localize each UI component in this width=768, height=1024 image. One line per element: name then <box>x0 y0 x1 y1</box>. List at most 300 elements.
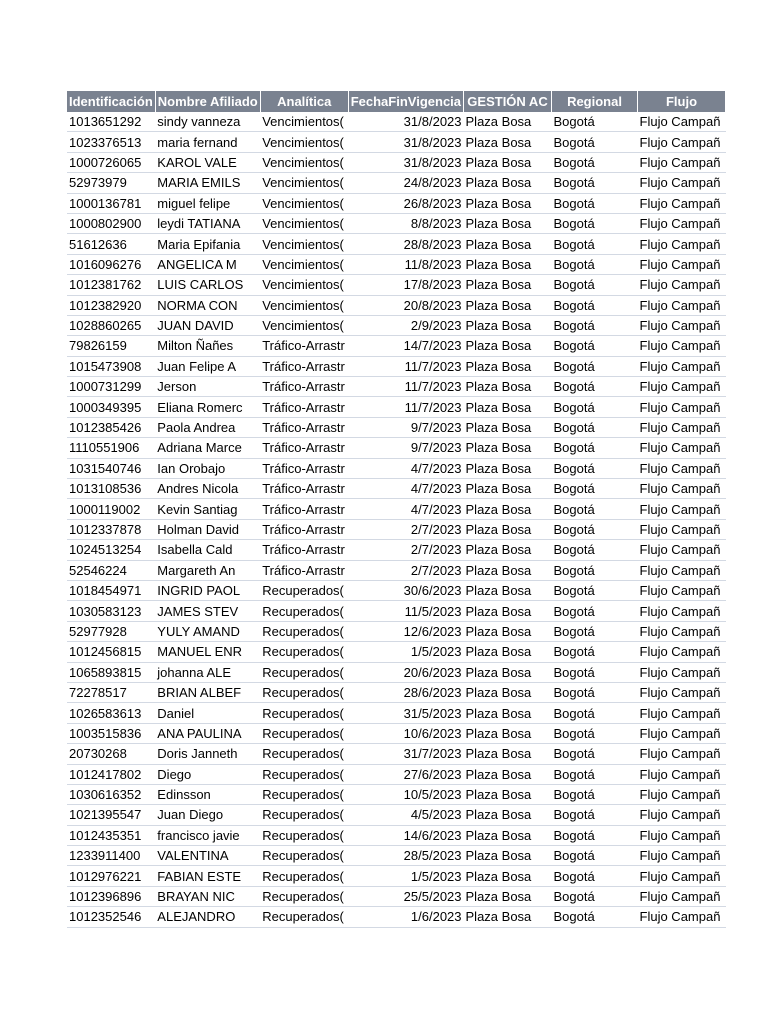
cell-identificacion[interactable]: 1012381762 <box>67 275 155 295</box>
cell-identificacion[interactable]: 1003515836 <box>67 723 155 743</box>
cell-identificacion[interactable]: 1013108536 <box>67 479 155 499</box>
cell-analitica[interactable]: Tráfico-Arrastr <box>260 499 348 519</box>
table-row <box>67 886 726 906</box>
cell-identificacion[interactable]: 1028860265 <box>67 315 155 335</box>
cell-nombre-afiliado[interactable]: KAROL VALE <box>155 152 260 172</box>
cell-fecha-fin-vigencia[interactable]: 24/8/2023 <box>348 173 463 193</box>
cell-analitica[interactable]: Tráfico-Arrastr <box>260 356 348 376</box>
cell-gestion-ac[interactable]: Plaza Bosa <box>464 479 552 499</box>
header-flujo[interactable]: Flujo <box>638 91 726 112</box>
cell-flujo[interactable]: Flujo Campañ <box>638 825 726 845</box>
cell-nombre-afiliado[interactable]: VALENTINA <box>155 846 260 866</box>
cell-flujo[interactable]: Flujo Campañ <box>638 234 726 254</box>
cell-fecha-fin-vigencia[interactable]: 11/5/2023 <box>348 601 463 621</box>
cell-fecha-fin-vigencia[interactable]: 28/8/2023 <box>348 234 463 254</box>
cell-gestion-ac[interactable]: Plaza Bosa <box>464 744 552 764</box>
cell-identificacion[interactable]: 52977928 <box>67 621 155 641</box>
cell-flujo[interactable]: Flujo Campañ <box>638 560 726 580</box>
cell-regional[interactable]: Bogotá <box>552 397 638 417</box>
cell-analitica[interactable]: Tráfico-Arrastr <box>260 417 348 437</box>
cell-regional[interactable]: Bogotá <box>552 723 638 743</box>
cell-regional[interactable]: Bogotá <box>552 173 638 193</box>
cell-nombre-afiliado[interactable]: Milton Ñañes <box>155 336 260 356</box>
cell-analitica[interactable]: Recuperados( <box>260 642 348 662</box>
cell-flujo[interactable]: Flujo Campañ <box>638 662 726 682</box>
cell-identificacion[interactable]: 1065893815 <box>67 662 155 682</box>
cell-nombre-afiliado[interactable]: FABIAN ESTE <box>155 866 260 886</box>
cell-nombre-afiliado[interactable]: Daniel <box>155 703 260 723</box>
cell-fecha-fin-vigencia[interactable]: 1/6/2023 <box>348 907 463 927</box>
cell-nombre-afiliado[interactable]: INGRID PAOL <box>155 580 260 600</box>
cell-flujo[interactable]: Flujo Campañ <box>638 173 726 193</box>
cell-flujo[interactable]: Flujo Campañ <box>638 336 726 356</box>
cell-analitica[interactable]: Recuperados( <box>260 621 348 641</box>
cell-gestion-ac[interactable]: Plaza Bosa <box>464 682 552 702</box>
cell-gestion-ac[interactable]: Plaza Bosa <box>464 152 552 172</box>
cell-nombre-afiliado[interactable]: sindy vanneza <box>155 112 260 132</box>
cell-identificacion[interactable]: 52546224 <box>67 560 155 580</box>
cell-fecha-fin-vigencia[interactable]: 2/7/2023 <box>348 540 463 560</box>
cell-identificacion[interactable]: 1012396896 <box>67 886 155 906</box>
cell-regional[interactable]: Bogotá <box>552 764 638 784</box>
cell-nombre-afiliado[interactable]: Edinsson <box>155 784 260 804</box>
cell-nombre-afiliado[interactable]: ANGELICA M <box>155 254 260 274</box>
cell-fecha-fin-vigencia[interactable]: 12/6/2023 <box>348 621 463 641</box>
cell-fecha-fin-vigencia[interactable]: 20/8/2023 <box>348 295 463 315</box>
cell-flujo[interactable]: Flujo Campañ <box>638 397 726 417</box>
cell-flujo[interactable]: Flujo Campañ <box>638 805 726 825</box>
cell-nombre-afiliado[interactable]: Maria Epifania <box>155 234 260 254</box>
cell-flujo[interactable]: Flujo Campañ <box>638 458 726 478</box>
cell-gestion-ac[interactable]: Plaza Bosa <box>464 866 552 886</box>
cell-regional[interactable]: Bogotá <box>552 642 638 662</box>
cell-analitica[interactable]: Tráfico-Arrastr <box>260 458 348 478</box>
cell-gestion-ac[interactable]: Plaza Bosa <box>464 213 552 233</box>
cell-regional[interactable]: Bogotá <box>552 112 638 132</box>
cell-gestion-ac[interactable]: Plaza Bosa <box>464 621 552 641</box>
cell-fecha-fin-vigencia[interactable]: 17/8/2023 <box>348 275 463 295</box>
cell-nombre-afiliado[interactable]: JAMES STEV <box>155 601 260 621</box>
cell-flujo[interactable]: Flujo Campañ <box>638 152 726 172</box>
cell-gestion-ac[interactable]: Plaza Bosa <box>464 642 552 662</box>
cell-gestion-ac[interactable]: Plaza Bosa <box>464 784 552 804</box>
cell-analitica[interactable]: Tráfico-Arrastr <box>260 377 348 397</box>
table-row <box>67 336 726 356</box>
cell-flujo[interactable]: Flujo Campañ <box>638 723 726 743</box>
cell-fecha-fin-vigencia[interactable]: 11/8/2023 <box>348 254 463 274</box>
cell-gestion-ac[interactable]: Plaza Bosa <box>464 601 552 621</box>
cell-flujo[interactable]: Flujo Campañ <box>638 275 726 295</box>
cell-nombre-afiliado[interactable]: johanna ALE <box>155 662 260 682</box>
cell-nombre-afiliado[interactable]: BRAYAN NIC <box>155 886 260 906</box>
cell-fecha-fin-vigencia[interactable]: 4/7/2023 <box>348 458 463 478</box>
cell-fecha-fin-vigencia[interactable]: 1/5/2023 <box>348 866 463 886</box>
cell-identificacion[interactable]: 1000136781 <box>67 193 155 213</box>
cell-identificacion[interactable]: 52973979 <box>67 173 155 193</box>
cell-flujo[interactable]: Flujo Campañ <box>638 356 726 376</box>
cell-regional[interactable]: Bogotá <box>552 662 638 682</box>
cell-nombre-afiliado[interactable]: MARIA EMILS <box>155 173 260 193</box>
cell-regional[interactable]: Bogotá <box>552 825 638 845</box>
cell-fecha-fin-vigencia[interactable]: 14/6/2023 <box>348 825 463 845</box>
cell-flujo[interactable]: Flujo Campañ <box>638 295 726 315</box>
cell-gestion-ac[interactable]: Plaza Bosa <box>464 438 552 458</box>
cell-gestion-ac[interactable]: Plaza Bosa <box>464 234 552 254</box>
cell-flujo[interactable]: Flujo Campañ <box>638 254 726 274</box>
cell-gestion-ac[interactable]: Plaza Bosa <box>464 519 552 539</box>
table-row <box>67 846 726 866</box>
cell-analitica[interactable]: Vencimientos( <box>260 295 348 315</box>
table-row <box>67 764 726 784</box>
cell-identificacion[interactable]: 1012976221 <box>67 866 155 886</box>
cell-flujo[interactable]: Flujo Campañ <box>638 580 726 600</box>
cell-gestion-ac[interactable]: Plaza Bosa <box>464 275 552 295</box>
cell-nombre-afiliado[interactable]: Andres Nicola <box>155 479 260 499</box>
cell-flujo[interactable]: Flujo Campañ <box>638 132 726 152</box>
cell-nombre-afiliado[interactable]: Holman David <box>155 519 260 539</box>
cell-analitica[interactable]: Vencimientos( <box>260 315 348 335</box>
table-row <box>67 234 726 254</box>
cell-identificacion[interactable]: 1024513254 <box>67 540 155 560</box>
cell-gestion-ac[interactable]: Plaza Bosa <box>464 193 552 213</box>
cell-nombre-afiliado[interactable]: miguel felipe <box>155 193 260 213</box>
cell-identificacion[interactable]: 1000731299 <box>67 377 155 397</box>
cell-fecha-fin-vigencia[interactable]: 2/9/2023 <box>348 315 463 335</box>
cell-identificacion[interactable]: 1012385426 <box>67 417 155 437</box>
cell-fecha-fin-vigencia[interactable]: 1/5/2023 <box>348 642 463 662</box>
cell-nombre-afiliado[interactable]: Juan Diego <box>155 805 260 825</box>
cell-regional[interactable]: Bogotá <box>552 703 638 723</box>
cell-fecha-fin-vigencia[interactable]: 31/8/2023 <box>348 152 463 172</box>
cell-regional[interactable]: Bogotá <box>552 601 638 621</box>
cell-identificacion[interactable]: 1018454971 <box>67 580 155 600</box>
cell-fecha-fin-vigencia[interactable]: 9/7/2023 <box>348 417 463 437</box>
cell-fecha-fin-vigencia[interactable]: 2/7/2023 <box>348 519 463 539</box>
cell-flujo[interactable]: Flujo Campañ <box>638 601 726 621</box>
cell-flujo[interactable]: Flujo Campañ <box>638 499 726 519</box>
cell-analitica[interactable]: Recuperados( <box>260 907 348 927</box>
cell-gestion-ac[interactable]: Plaza Bosa <box>464 723 552 743</box>
cell-analitica[interactable]: Recuperados( <box>260 723 348 743</box>
cell-regional[interactable]: Bogotá <box>552 682 638 702</box>
cell-flujo[interactable]: Flujo Campañ <box>638 682 726 702</box>
table-row <box>67 275 726 295</box>
cell-nombre-afiliado[interactable]: Isabella Cald <box>155 540 260 560</box>
cell-flujo[interactable]: Flujo Campañ <box>638 846 726 866</box>
cell-analitica[interactable]: Recuperados( <box>260 703 348 723</box>
cell-nombre-afiliado[interactable]: NORMA CON <box>155 295 260 315</box>
cell-gestion-ac[interactable]: Plaza Bosa <box>464 315 552 335</box>
cell-analitica[interactable]: Vencimientos( <box>260 275 348 295</box>
cell-gestion-ac[interactable]: Plaza Bosa <box>464 662 552 682</box>
cell-nombre-afiliado[interactable]: JUAN DAVID <box>155 315 260 335</box>
cell-analitica[interactable]: Tráfico-Arrastr <box>260 397 348 417</box>
cell-identificacion[interactable]: 1023376513 <box>67 132 155 152</box>
table-row <box>67 458 726 478</box>
cell-identificacion[interactable]: 1012352546 <box>67 907 155 927</box>
cell-fecha-fin-vigencia[interactable]: 31/8/2023 <box>348 112 463 132</box>
cell-identificacion[interactable]: 1013651292 <box>67 112 155 132</box>
cell-flujo[interactable]: Flujo Campañ <box>638 193 726 213</box>
cell-regional[interactable]: Bogotá <box>552 315 638 335</box>
cell-regional[interactable]: Bogotá <box>552 580 638 600</box>
cell-nombre-afiliado[interactable]: Eliana Romerc <box>155 397 260 417</box>
cell-fecha-fin-vigencia[interactable]: 25/5/2023 <box>348 886 463 906</box>
cell-gestion-ac[interactable]: Plaza Bosa <box>464 560 552 580</box>
cell-nombre-afiliado[interactable]: Margareth An <box>155 560 260 580</box>
table-row <box>67 784 726 804</box>
header-gestion-ac[interactable]: GESTIÓN AC <box>464 91 552 112</box>
cell-identificacion[interactable]: 1233911400 <box>67 846 155 866</box>
cell-nombre-afiliado[interactable]: francisco javie <box>155 825 260 845</box>
cell-gestion-ac[interactable]: Plaza Bosa <box>464 397 552 417</box>
cell-analitica[interactable]: Tráfico-Arrastr <box>260 540 348 560</box>
cell-identificacion[interactable]: 1015473908 <box>67 356 155 376</box>
cell-regional[interactable]: Bogotá <box>552 907 638 927</box>
cell-fecha-fin-vigencia[interactable]: 11/7/2023 <box>348 377 463 397</box>
header-analitica[interactable]: Analítica <box>260 91 348 112</box>
header-regional[interactable]: Regional <box>552 91 638 112</box>
cell-analitica[interactable]: Tráfico-Arrastr <box>260 519 348 539</box>
cell-nombre-afiliado[interactable]: Adriana Marce <box>155 438 260 458</box>
cell-nombre-afiliado[interactable]: ANA PAULINA <box>155 723 260 743</box>
cell-flujo[interactable]: Flujo Campañ <box>638 315 726 335</box>
cell-analitica[interactable]: Vencimientos( <box>260 152 348 172</box>
cell-nombre-afiliado[interactable]: YULY AMAND <box>155 621 260 641</box>
cell-identificacion[interactable]: 20730268 <box>67 744 155 764</box>
cell-identificacion[interactable]: 1012382920 <box>67 295 155 315</box>
cell-gestion-ac[interactable]: Plaza Bosa <box>464 540 552 560</box>
cell-flujo[interactable]: Flujo Campañ <box>638 642 726 662</box>
cell-regional[interactable]: Bogotá <box>552 295 638 315</box>
cell-identificacion[interactable]: 1030583123 <box>67 601 155 621</box>
cell-flujo[interactable]: Flujo Campañ <box>638 621 726 641</box>
cell-gestion-ac[interactable]: Plaza Bosa <box>464 336 552 356</box>
cell-identificacion[interactable]: 79826159 <box>67 336 155 356</box>
header-nombre-afiliado[interactable]: Nombre Afiliado <box>155 91 260 112</box>
cell-fecha-fin-vigencia[interactable]: 28/5/2023 <box>348 846 463 866</box>
cell-gestion-ac[interactable]: Plaza Bosa <box>464 703 552 723</box>
cell-identificacion[interactable]: 1000119002 <box>67 499 155 519</box>
cell-fecha-fin-vigencia[interactable]: 27/6/2023 <box>348 764 463 784</box>
cell-regional[interactable]: Bogotá <box>552 744 638 764</box>
cell-regional[interactable]: Bogotá <box>552 479 638 499</box>
cell-fecha-fin-vigencia[interactable]: 4/7/2023 <box>348 479 463 499</box>
cell-flujo[interactable]: Flujo Campañ <box>638 764 726 784</box>
cell-flujo[interactable]: Flujo Campañ <box>638 866 726 886</box>
cell-nombre-afiliado[interactable]: ALEJANDRO <box>155 907 260 927</box>
cell-flujo[interactable]: Flujo Campañ <box>638 519 726 539</box>
cell-regional[interactable]: Bogotá <box>552 417 638 437</box>
cell-nombre-afiliado[interactable]: Jerson <box>155 377 260 397</box>
cell-nombre-afiliado[interactable]: Paola Andrea <box>155 417 260 437</box>
cell-gestion-ac[interactable]: Plaza Bosa <box>464 458 552 478</box>
cell-regional[interactable]: Bogotá <box>552 132 638 152</box>
cell-analitica[interactable]: Vencimientos( <box>260 193 348 213</box>
cell-identificacion[interactable]: 1012435351 <box>67 825 155 845</box>
cell-gestion-ac[interactable]: Plaza Bosa <box>464 846 552 866</box>
cell-regional[interactable]: Bogotá <box>552 458 638 478</box>
cell-identificacion[interactable]: 1000802900 <box>67 213 155 233</box>
cell-fecha-fin-vigencia[interactable]: 30/6/2023 <box>348 580 463 600</box>
cell-analitica[interactable]: Tráfico-Arrastr <box>260 336 348 356</box>
cell-regional[interactable]: Bogotá <box>552 275 638 295</box>
cell-analitica[interactable]: Vencimientos( <box>260 213 348 233</box>
cell-flujo[interactable]: Flujo Campañ <box>638 377 726 397</box>
cell-regional[interactable]: Bogotá <box>552 784 638 804</box>
cell-fecha-fin-vigencia[interactable]: 14/7/2023 <box>348 336 463 356</box>
cell-analitica[interactable]: Tráfico-Arrastr <box>260 479 348 499</box>
cell-flujo[interactable]: Flujo Campañ <box>638 886 726 906</box>
cell-nombre-afiliado[interactable]: maria fernand <box>155 132 260 152</box>
cell-gestion-ac[interactable]: Plaza Bosa <box>464 805 552 825</box>
cell-gestion-ac[interactable]: Plaza Bosa <box>464 417 552 437</box>
cell-analitica[interactable]: Recuperados( <box>260 886 348 906</box>
cell-fecha-fin-vigencia[interactable]: 28/6/2023 <box>348 682 463 702</box>
cell-nombre-afiliado[interactable]: LUIS CARLOS <box>155 275 260 295</box>
cell-regional[interactable]: Bogotá <box>552 519 638 539</box>
cell-fecha-fin-vigencia[interactable]: 10/6/2023 <box>348 723 463 743</box>
cell-identificacion[interactable]: 72278517 <box>67 682 155 702</box>
cell-gestion-ac[interactable]: Plaza Bosa <box>464 295 552 315</box>
cell-nombre-afiliado[interactable]: leydi TATIANA <box>155 213 260 233</box>
cell-regional[interactable]: Bogotá <box>552 438 638 458</box>
cell-fecha-fin-vigencia[interactable]: 10/5/2023 <box>348 784 463 804</box>
cell-flujo[interactable]: Flujo Campañ <box>638 479 726 499</box>
header-fecha-fin-vigencia[interactable]: FechaFinVigencia <box>348 91 463 112</box>
cell-flujo[interactable]: Flujo Campañ <box>638 907 726 927</box>
table-row <box>67 112 726 132</box>
cell-fecha-fin-vigencia[interactable]: 26/8/2023 <box>348 193 463 213</box>
cell-identificacion[interactable]: 1031540746 <box>67 458 155 478</box>
cell-identificacion[interactable]: 1000726065 <box>67 152 155 172</box>
cell-identificacion[interactable]: 1000349395 <box>67 397 155 417</box>
cell-gestion-ac[interactable]: Plaza Bosa <box>464 886 552 906</box>
cell-gestion-ac[interactable]: Plaza Bosa <box>464 132 552 152</box>
cell-fecha-fin-vigencia[interactable]: 11/7/2023 <box>348 356 463 376</box>
cell-flujo[interactable]: Flujo Campañ <box>638 417 726 437</box>
cell-flujo[interactable]: Flujo Campañ <box>638 213 726 233</box>
cell-gestion-ac[interactable]: Plaza Bosa <box>464 112 552 132</box>
cell-gestion-ac[interactable]: Plaza Bosa <box>464 356 552 376</box>
cell-flujo[interactable]: Flujo Campañ <box>638 744 726 764</box>
table-row <box>67 499 726 519</box>
cell-regional[interactable]: Bogotá <box>552 193 638 213</box>
cell-flujo[interactable]: Flujo Campañ <box>638 438 726 458</box>
cell-regional[interactable]: Bogotá <box>552 377 638 397</box>
cell-nombre-afiliado[interactable]: Kevin Santiag <box>155 499 260 519</box>
cell-regional[interactable]: Bogotá <box>552 866 638 886</box>
cell-analitica[interactable]: Vencimientos( <box>260 112 348 132</box>
cell-regional[interactable]: Bogotá <box>552 560 638 580</box>
cell-analitica[interactable]: Recuperados( <box>260 580 348 600</box>
cell-identificacion[interactable]: 1012417802 <box>67 764 155 784</box>
header-identificacion[interactable]: Identificación <box>67 91 155 112</box>
cell-analitica[interactable]: Vencimientos( <box>260 132 348 152</box>
cell-nombre-afiliado[interactable]: BRIAN ALBEF <box>155 682 260 702</box>
cell-fecha-fin-vigencia[interactable]: 20/6/2023 <box>348 662 463 682</box>
cell-analitica[interactable]: Vencimientos( <box>260 173 348 193</box>
cell-nombre-afiliado[interactable]: Juan Felipe A <box>155 356 260 376</box>
cell-analitica[interactable]: Recuperados( <box>260 601 348 621</box>
cell-analitica[interactable]: Recuperados( <box>260 846 348 866</box>
cell-identificacion[interactable]: 1012456815 <box>67 642 155 662</box>
cell-regional[interactable]: Bogotá <box>552 152 638 172</box>
cell-identificacion[interactable]: 1110551906 <box>67 438 155 458</box>
cell-analitica[interactable]: Recuperados( <box>260 764 348 784</box>
cell-analitica[interactable]: Vencimientos( <box>260 234 348 254</box>
cell-identificacion[interactable]: 1030616352 <box>67 784 155 804</box>
cell-flujo[interactable]: Flujo Campañ <box>638 784 726 804</box>
cell-regional[interactable]: Bogotá <box>552 336 638 356</box>
cell-analitica[interactable]: Recuperados( <box>260 825 348 845</box>
cell-flujo[interactable]: Flujo Campañ <box>638 540 726 560</box>
cell-fecha-fin-vigencia[interactable]: 4/7/2023 <box>348 499 463 519</box>
table-row <box>67 642 726 662</box>
cell-regional[interactable]: Bogotá <box>552 254 638 274</box>
cell-fecha-fin-vigencia[interactable]: 4/5/2023 <box>348 805 463 825</box>
cell-gestion-ac[interactable]: Plaza Bosa <box>464 580 552 600</box>
cell-regional[interactable]: Bogotá <box>552 540 638 560</box>
header-row <box>67 91 726 112</box>
cell-gestion-ac[interactable]: Plaza Bosa <box>464 499 552 519</box>
cell-fecha-fin-vigencia[interactable]: 31/8/2023 <box>348 132 463 152</box>
cell-regional[interactable]: Bogotá <box>552 846 638 866</box>
cell-nombre-afiliado[interactable]: Ian Orobajo <box>155 458 260 478</box>
table-row <box>67 315 726 335</box>
cell-analitica[interactable]: Recuperados( <box>260 784 348 804</box>
cell-gestion-ac[interactable]: Plaza Bosa <box>464 764 552 784</box>
cell-regional[interactable]: Bogotá <box>552 621 638 641</box>
cell-gestion-ac[interactable]: Plaza Bosa <box>464 377 552 397</box>
cell-analitica[interactable]: Recuperados( <box>260 744 348 764</box>
cell-regional[interactable]: Bogotá <box>552 805 638 825</box>
cell-analitica[interactable]: Recuperados( <box>260 866 348 886</box>
cell-fecha-fin-vigencia[interactable]: 31/7/2023 <box>348 744 463 764</box>
cell-gestion-ac[interactable]: Plaza Bosa <box>464 825 552 845</box>
cell-fecha-fin-vigencia[interactable]: 8/8/2023 <box>348 213 463 233</box>
cell-analitica[interactable]: Recuperados( <box>260 662 348 682</box>
cell-fecha-fin-vigencia[interactable]: 2/7/2023 <box>348 560 463 580</box>
cell-analitica[interactable]: Tráfico-Arrastr <box>260 560 348 580</box>
cell-analitica[interactable]: Recuperados( <box>260 682 348 702</box>
cell-identificacion[interactable]: 1026583613 <box>67 703 155 723</box>
cell-analitica[interactable]: Vencimientos( <box>260 254 348 274</box>
cell-flujo[interactable]: Flujo Campañ <box>638 112 726 132</box>
cell-nombre-afiliado[interactable]: Doris Janneth <box>155 744 260 764</box>
cell-nombre-afiliado[interactable]: MANUEL ENR <box>155 642 260 662</box>
cell-identificacion[interactable]: 1021395547 <box>67 805 155 825</box>
cell-identificacion[interactable]: 1016096276 <box>67 254 155 274</box>
cell-regional[interactable]: Bogotá <box>552 234 638 254</box>
cell-gestion-ac[interactable]: Plaza Bosa <box>464 907 552 927</box>
cell-analitica[interactable]: Recuperados( <box>260 805 348 825</box>
cell-identificacion[interactable]: 51612636 <box>67 234 155 254</box>
cell-identificacion[interactable]: 1012337878 <box>67 519 155 539</box>
cell-regional[interactable]: Bogotá <box>552 499 638 519</box>
cell-nombre-afiliado[interactable]: Diego <box>155 764 260 784</box>
cell-fecha-fin-vigencia[interactable]: 11/7/2023 <box>348 397 463 417</box>
cell-flujo[interactable]: Flujo Campañ <box>638 703 726 723</box>
cell-gestion-ac[interactable]: Plaza Bosa <box>464 254 552 274</box>
cell-regional[interactable]: Bogotá <box>552 213 638 233</box>
cell-fecha-fin-vigencia[interactable]: 9/7/2023 <box>348 438 463 458</box>
cell-regional[interactable]: Bogotá <box>552 886 638 906</box>
cell-regional[interactable]: Bogotá <box>552 356 638 376</box>
cell-gestion-ac[interactable]: Plaza Bosa <box>464 173 552 193</box>
cell-analitica[interactable]: Tráfico-Arrastr <box>260 438 348 458</box>
cell-fecha-fin-vigencia[interactable]: 31/5/2023 <box>348 703 463 723</box>
